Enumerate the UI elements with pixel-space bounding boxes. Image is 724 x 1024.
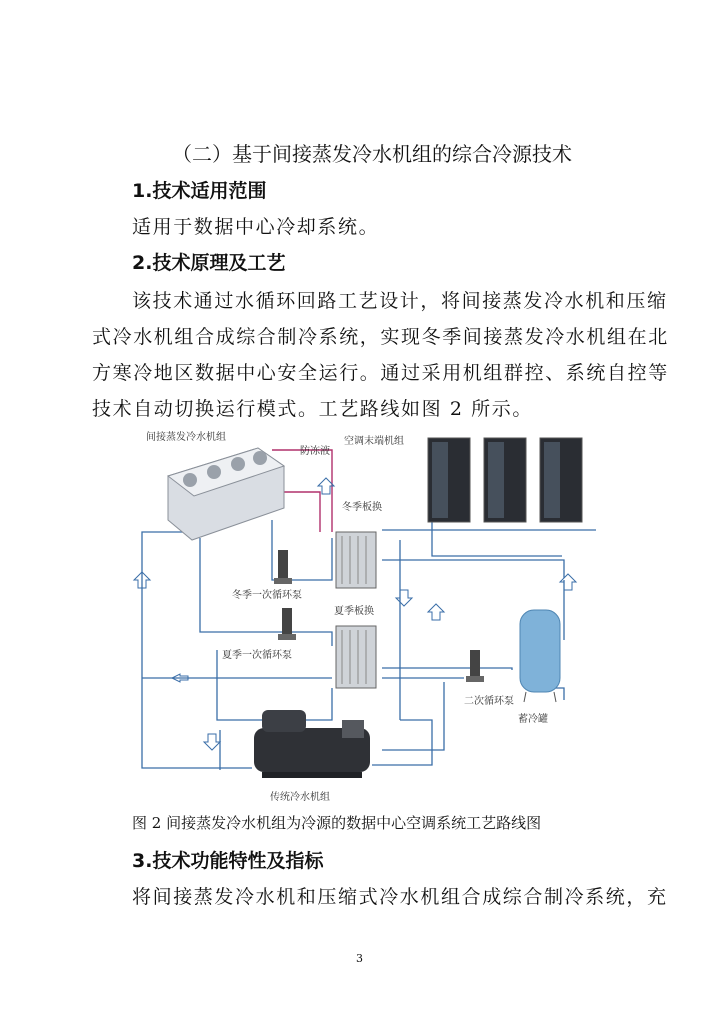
paragraph-scope: 适用于数据中心冷却系统。 bbox=[132, 216, 380, 238]
paragraph-principle-line2: 式冷水机组合成综合制冷系统，实现冬季间接蒸发冷水机组在北 bbox=[92, 326, 669, 348]
figure-caption: 图 2 间接蒸发冷水机组为冷源的数据中心空调系统工艺路线图 bbox=[132, 814, 542, 832]
label-summer-hx: 夏季板换 bbox=[334, 606, 374, 617]
label-summer-pump: 夏季一次循环泵 bbox=[222, 650, 292, 661]
summer-pump-icon bbox=[278, 608, 296, 640]
label-evap-unit: 间接蒸发冷水机组 bbox=[146, 432, 226, 443]
summer-hx-icon bbox=[336, 626, 376, 688]
label-antifreeze: 防冻液 bbox=[300, 446, 330, 457]
heading-features-indicators: 3.技术功能特性及指标 bbox=[132, 850, 324, 872]
evap-cooler-icon bbox=[168, 448, 284, 540]
label-terminal: 空调末端机组 bbox=[344, 436, 404, 447]
heading-principle-process: 2.技术原理及工艺 bbox=[132, 252, 286, 274]
terminal-units-icon bbox=[428, 438, 582, 522]
paragraph-features: 将间接蒸发冷水机和压缩式冷水机组合成综合制冷系统，充 bbox=[132, 886, 668, 908]
label-chiller: 传统冷水机组 bbox=[270, 792, 330, 803]
label-winter-pump: 冬季一次循环泵 bbox=[232, 590, 302, 601]
winter-pump-icon bbox=[274, 550, 292, 584]
winter-hx-icon bbox=[336, 532, 376, 588]
section-title: （二）基于间接蒸发冷水机组的综合冷源技术 bbox=[172, 142, 572, 166]
label-storage-tank: 蓄冷罐 bbox=[518, 714, 548, 725]
paragraph-principle-line1: 该技术通过水循环回路工艺设计，将间接蒸发冷水机和压缩 bbox=[132, 290, 668, 312]
storage-tank-icon bbox=[520, 610, 560, 702]
secondary-pump-icon bbox=[466, 650, 484, 682]
label-winter-hx: 冬季板换 bbox=[342, 502, 382, 513]
paragraph-principle-line3: 方寒冷地区数据中心安全运行。通过采用机组群控、系统自控等 bbox=[92, 362, 669, 384]
page-number: 3 bbox=[356, 952, 363, 965]
label-secondary-pump: 二次循环泵 bbox=[464, 696, 514, 707]
heading-applicable-scope: 1.技术适用范围 bbox=[132, 180, 267, 202]
process-flow-figure bbox=[132, 420, 596, 806]
paragraph-principle-line4: 技术自动切换运行模式。工艺路线如图 2 所示。 bbox=[92, 398, 533, 420]
